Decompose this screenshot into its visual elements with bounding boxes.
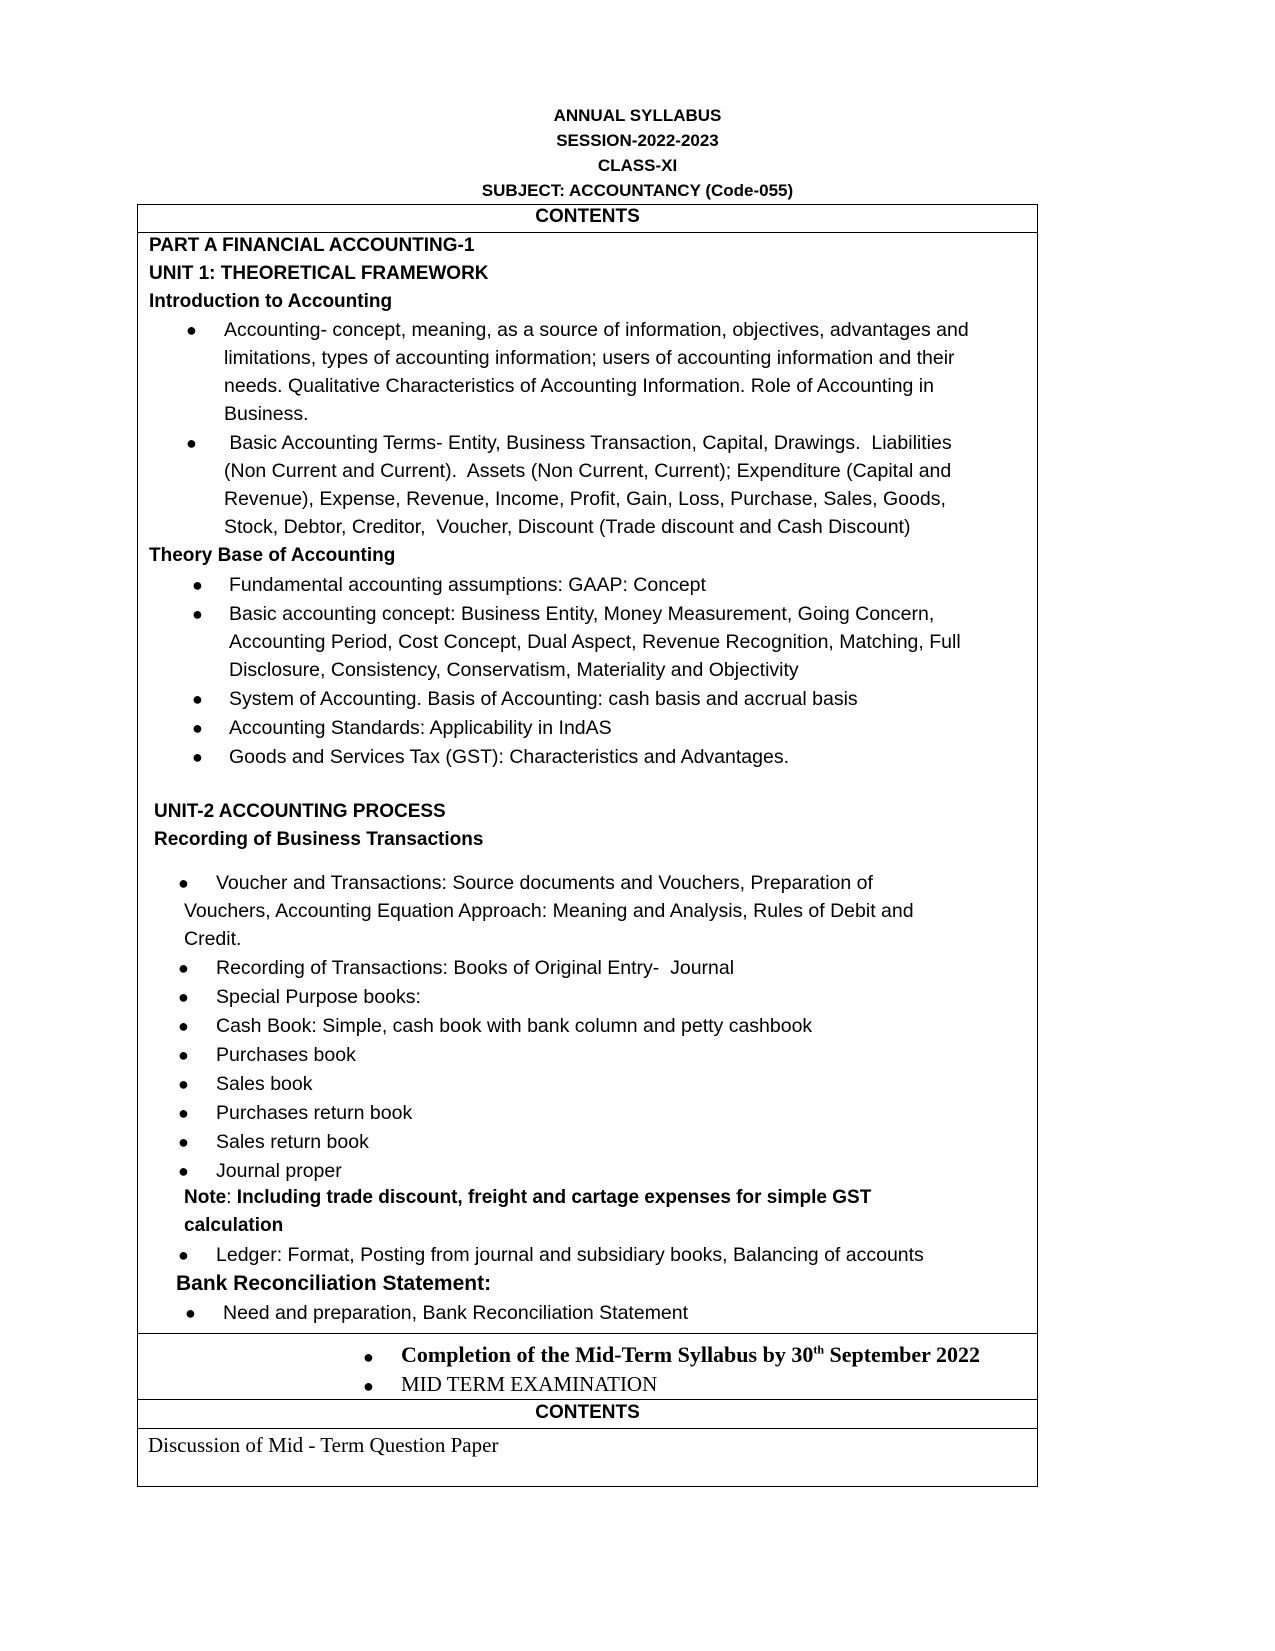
intro-heading: Introduction to Accounting xyxy=(149,291,393,312)
intro-item-1-line-1: Accounting- concept, meaning, as a source of information, objectives, advantages and xyxy=(224,319,969,341)
bullet-icon: ● xyxy=(192,747,203,767)
contents-title-2: CONTENTS xyxy=(535,1402,640,1423)
unit2-item-1: Recording of Transactions: Books of Original Entry- Journal xyxy=(216,957,735,979)
midterm-completion xyxy=(401,1342,980,1368)
intro-item-1-line-4: Business. xyxy=(224,403,309,425)
voucher-item-line-3: Credit. xyxy=(184,928,242,950)
bullet-icon: ● xyxy=(192,718,203,738)
note-label: Note xyxy=(184,1187,227,1208)
completion-sup: th xyxy=(813,1342,824,1357)
intro-item-2-line-4: Stock, Debtor, Creditor, Voucher, Discount (Trade discount and Cash Discount) xyxy=(224,516,911,538)
unit2-item-5: Sales book xyxy=(216,1073,313,1095)
row-divider xyxy=(137,1399,1038,1400)
unit2-item-4: Purchases book xyxy=(216,1044,356,1066)
unit2-item-7: Sales return book xyxy=(216,1131,369,1153)
bullet-icon: ● xyxy=(185,1303,196,1323)
document-header xyxy=(0,103,1275,203)
header-line-2: SESSION-2022-2023 xyxy=(556,131,719,150)
header-line-1: ANNUAL SYLLABUS xyxy=(553,106,722,125)
bullet-icon: ● xyxy=(178,1074,189,1094)
bullet-icon: ● xyxy=(178,1245,189,1265)
bullet-icon: ● xyxy=(178,987,189,1007)
brs-heading: Bank Reconciliation Statement: xyxy=(176,1272,492,1295)
bullet-icon: ● xyxy=(178,873,189,893)
note-line-2: calculation xyxy=(184,1215,284,1236)
unit2-item-2: Special Purpose books: xyxy=(216,986,421,1008)
completion-suffix: September 2022 xyxy=(824,1342,981,1367)
intro-item-2-line-3: Revenue), Expense, Revenue, Income, Profit, Gain, Loss, Purchase, Sales, Goods, xyxy=(224,488,946,510)
unit1-heading: UNIT 1: THEORETICAL FRAMEWORK xyxy=(149,263,489,284)
theory-item-3: System of Accounting. Basis of Accounting: cash basis and accrual basis xyxy=(229,688,858,710)
completion-prefix: Completion of the Mid-Term Syllabus by 30 xyxy=(401,1342,814,1367)
unit2-item-3: Cash Book: Simple, cash book with bank column and petty cashbook xyxy=(216,1015,813,1037)
intro-item-1-line-3: needs. Qualitative Characteristics of Accounting Information. Role of Accounting in xyxy=(224,375,934,397)
row-divider xyxy=(137,232,1038,233)
row-divider xyxy=(137,1333,1038,1334)
header-line-3: CLASS-XI xyxy=(597,156,678,175)
ledger-item: Ledger: Format, Posting from journal and subsidiary books, Balancing of accounts xyxy=(216,1244,924,1266)
theory-item-2-line-3: Disclosure, Consistency, Conservatism, Materiality and Objectivity xyxy=(229,659,799,681)
theory-item-4: Accounting Standards: Applicability in IndAS xyxy=(229,717,612,739)
discussion-text: Discussion of Mid - Term Question Paper xyxy=(148,1433,499,1457)
unit2-item-6: Purchases return book xyxy=(216,1102,413,1124)
header-line-4: SUBJECT: ACCOUNTANCY (Code-055) xyxy=(481,181,794,200)
theory-item-2-line-2: Accounting Period, Cost Concept, Dual Aspect, Revenue Recognition, Matching, Full xyxy=(229,631,961,653)
intro-item-1-line-2: limitations, types of accounting information; users of accounting information and their xyxy=(224,347,955,369)
bullet-icon: ● xyxy=(178,1103,189,1123)
voucher-item-line-1: Voucher and Transactions: Source documents and Vouchers, Preparation of xyxy=(216,872,873,894)
midterm-exam: MID TERM EXAMINATION xyxy=(401,1372,658,1396)
voucher-item-line-2: Vouchers, Accounting Equation Approach: Meaning and Analysis, Rules of Debit and xyxy=(184,900,914,922)
unit2-heading: UNIT-2 ACCOUNTING PROCESS xyxy=(154,801,446,822)
note-line-1: Note: Including trade discount, freight and cartage expenses for simple GST xyxy=(184,1187,872,1208)
theory-heading: Theory Base of Accounting xyxy=(149,545,396,566)
bullet-icon: ● xyxy=(192,575,203,595)
bullet-icon: ● xyxy=(178,1161,189,1181)
row-divider xyxy=(137,1428,1038,1429)
theory-item-1: Fundamental accounting assumptions: GAAP: Concept xyxy=(229,574,706,596)
intro-item-2-line-2: (Non Current and Current). Assets (Non Current, Current); Expenditure (Capital and xyxy=(224,460,952,482)
recording-heading: Recording of Business Transactions xyxy=(154,829,484,850)
bullet-icon: ● xyxy=(192,604,203,624)
bullet-icon: ● xyxy=(192,689,203,709)
bullet-icon: ● xyxy=(178,958,189,978)
intro-item-2-line-1: Basic Accounting Terms- Entity, Business Transaction, Capital, Drawings. Liabilities xyxy=(224,432,952,454)
bullet-icon: ● xyxy=(178,1132,189,1152)
bullet-icon: ● xyxy=(363,1376,374,1396)
bullet-icon: ● xyxy=(178,1045,189,1065)
brs-item: Need and preparation, Bank Reconciliation Statement xyxy=(223,1302,689,1324)
theory-item-5: Goods and Services Tax (GST): Characteristics and Advantages. xyxy=(229,746,789,768)
bullet-icon: ● xyxy=(178,1016,189,1036)
part-a-heading: PART A FINANCIAL ACCOUNTING-1 xyxy=(149,235,475,256)
bullet-icon: ● xyxy=(363,1347,374,1367)
contents-title-1: CONTENTS xyxy=(535,206,640,227)
bullet-icon: ● xyxy=(186,433,197,453)
note-text-1: Including trade discount, freight and cartage expenses for simple GST xyxy=(236,1187,872,1208)
unit2-item-8: Journal proper xyxy=(216,1160,342,1182)
theory-item-2-line-1: Basic accounting concept: Business Entity, Money Measurement, Going Concern, xyxy=(229,603,935,625)
bullet-icon: ● xyxy=(186,320,197,340)
